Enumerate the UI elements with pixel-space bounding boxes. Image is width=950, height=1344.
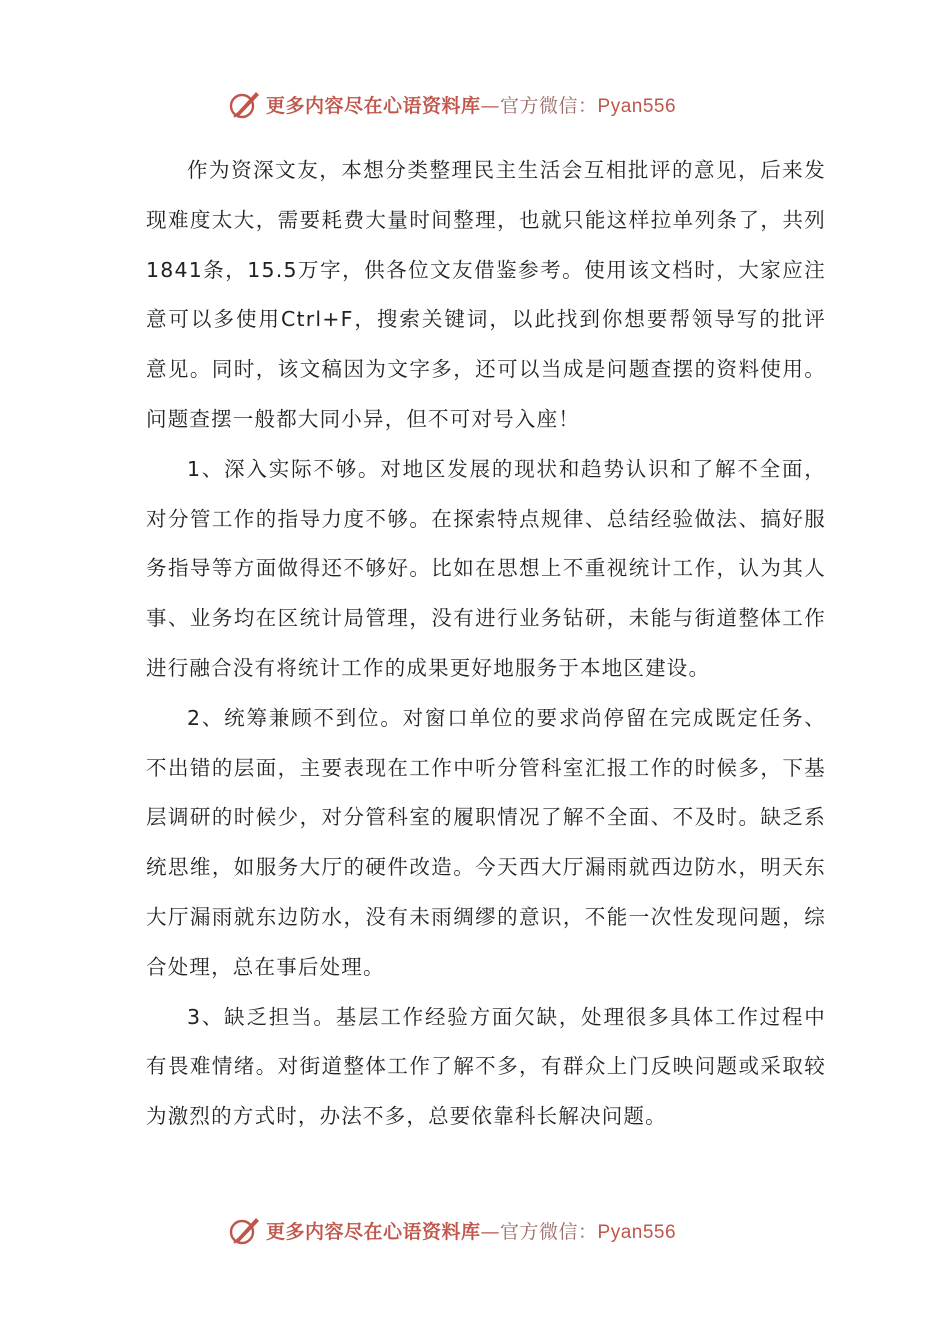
watermark-text: [266, 1217, 676, 1244]
footer-watermark: [226, 1210, 676, 1250]
quill-logo-icon: [226, 1212, 262, 1248]
paragraph-intro: 作为资深文友，本想分类整理民主生活会互相批评的意见，后来发现难度太大，需要耗费大量时间整理，也就只能这样拉单列条了，共列1841条，15.5万字，供各位文友借鉴参考。使用该文档时，大家应注意可以多使用Ctrl+F，搜索关键词，以此找到你想要帮领导写的批评意见。同时，该文稿因为文字多，还可以当成是问题查摆的资料使用。问题查摆一般都大同小异，但不可对号入座！: [146, 158, 826, 431]
watermark-text: [266, 91, 676, 118]
watermark-id: Pyan556: [597, 1221, 677, 1243]
watermark-brand: 更多内容尽在心语资料库: [266, 1220, 481, 1243]
watermark-dash: —: [480, 1220, 501, 1243]
document-body: [146, 146, 826, 1142]
header-watermark: [226, 84, 676, 124]
watermark-label: 官方微信：: [500, 94, 598, 117]
quill-logo-icon: [226, 86, 262, 122]
watermark-brand: 更多内容尽在心语资料库: [266, 94, 481, 117]
watermark-label: 官方微信：: [500, 1220, 598, 1243]
watermark-id: Pyan556: [597, 95, 677, 117]
paragraph-item-1: 1、深入实际不够。对地区发展的现状和趋势认识和了解不全面，对分管工作的指导力度不够。在探索特点规律、总结经验做法、搞好服务指导等方面做得还不够好。比如在思想上不重视统计工作，认为其人事、业务均在区统计局管理，没有进行业务钻研，未能与街道整体工作进行融合没有将统计工作的成果更好地服务于本地区建设。: [146, 456, 826, 680]
paragraph-item-2: 2、统筹兼顾不到位。对窗口单位的要求尚停留在完成既定任务、不出错的层面，主要表现在工作中听分管科室汇报工作的时候多，下基层调研的时候少，对分管科室的履职情况了解不全面、不及时。缺乏系统思维，如服务大厅的硬件改造。今天西大厅漏雨就西边防水，明天东大厅漏雨就东边防水，没有未雨绸缪的意识，不能一次性发现问题，综合处理，总在事后处理。: [146, 705, 826, 979]
paragraph-item-3: 3、缺乏担当。基层工作经验方面欠缺，处理很多具体工作过程中有畏难情绪。对街道整体工作了解不多，有群众上门反映问题或采取较为激烈的方式时，办法不多，总要依靠科长解决问题。: [146, 1004, 826, 1129]
watermark-dash: —: [480, 94, 501, 117]
